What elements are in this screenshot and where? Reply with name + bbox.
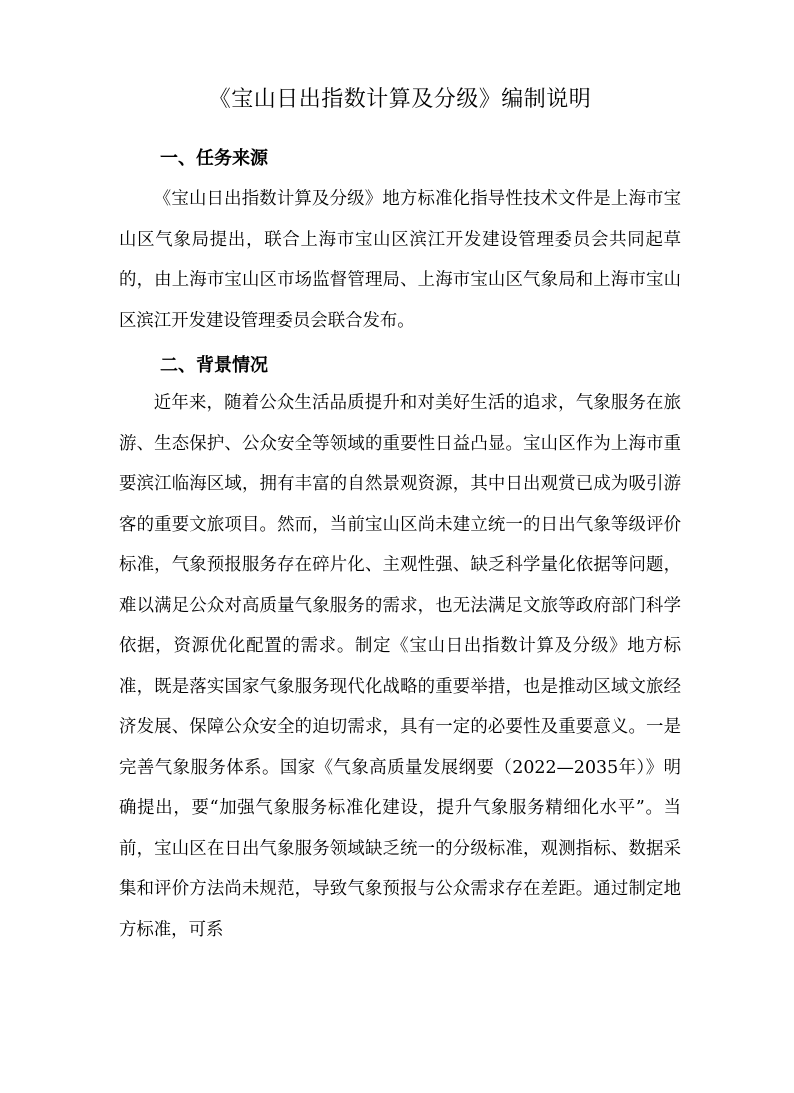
section-heading-task-source: 一、任务来源 [160, 148, 268, 169]
section-paragraph-task-source: 《宝山日出指数计算及分级》地方标准化指导性技术文件是上海市宝山区气象局提出，联合上海市宝山区滨江开发建设管理委员会共同起草的，由上海市宝山区市场监督管理局、上海市宝山区气象局和上海市宝山区滨江开发建设管理委员会联合发布。 [119, 189, 681, 331]
section-paragraph-background: 近年来，随着公众生活品质提升和对美好生活的追求，气象服务在旅游、生态保护、公众安全等领域的重要性日益凸显。宝山区作为上海市重要滨江临海区域，拥有丰富的自然景观资源，其中日出观赏已成为吸引游客的重要文旅项目。然而，当前宝山区尚未建立统一的日出气象等级评价标准，气象预报服务存在碎片化、主观性强、缺乏科学量化依据等问题，难以满足公众对高质量气象服务的需求，也无法满足文旅等政府部门科学依据，资源优化配置的需求。制定《宝山日出指数计算及分级》地方标准，既是落实国家气象服务现代化战略的重要举措，也是推动区域文旅经济发展、保障公众安全的迫切需求，具有一定的必要性及重要意义。一是完善气象服务体系。国家《气象高质量发展纲要（2022—2035年）》明确提出，要“加强气象服务标准化建设，提升气象服务精细化水平”。当前，宝山区在日出气象服务领域缺乏统一的分级标准，观测指标、数据采集和评价方法尚未规范，导致气象预报与公众需求存在差距。通过制定地方标准，可系 [119, 393, 681, 940]
section-heading-background: 二、背景情况 [160, 355, 268, 376]
document-title: 《宝山日出指数计算及分级》编制说明 [208, 87, 592, 112]
